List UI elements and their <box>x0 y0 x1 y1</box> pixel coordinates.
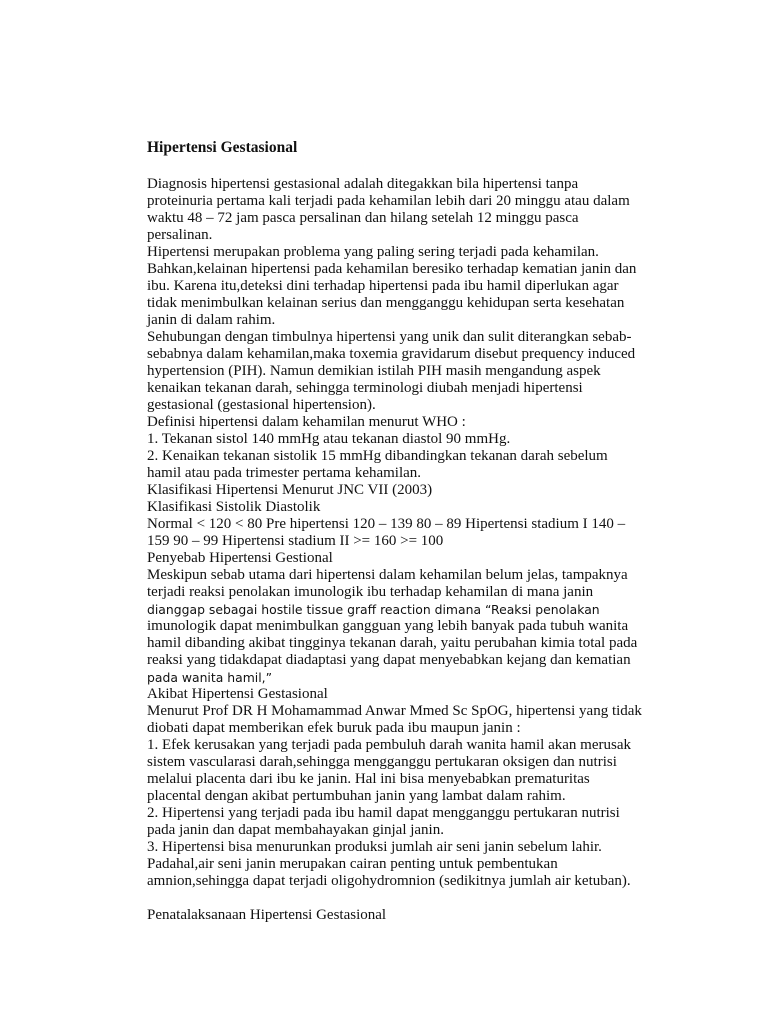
body-line: Hipertensi merupakan problema yang paling sering terjadi pada kehamilan. <box>147 244 599 260</box>
body-line: Akibat Hipertensi Gestasional <box>147 686 328 702</box>
body-line: dianggap sebagai hostile tissue graff reaction dimana “Reaksi penolakan <box>147 602 600 617</box>
document-title: Hipertensi Gestasional <box>147 139 298 156</box>
body-line: pada janin dan dapat membahayakan ginjal janin. <box>147 822 444 838</box>
body-line: hamil atau pada trimester pertama kehamilan. <box>147 465 422 481</box>
body-line: placental dengan akibat pertumbuhan janin yang lambat dalam rahim. <box>147 788 566 804</box>
body-line: terjadi reaksi penolakan imunologik ibu terhadap kehamilan di mana janin <box>147 584 594 600</box>
body-line: Diagnosis hipertensi gestasional adalah ditegakkan bila hipertensi tanpa <box>147 176 579 192</box>
body-line: persalinan. <box>147 227 213 243</box>
body-line: pada wanita hamil,” <box>147 670 273 685</box>
paragraph-gap <box>147 890 667 907</box>
document-page <box>147 138 667 924</box>
body-line: Klasifikasi Sistolik Diastolik <box>147 499 321 515</box>
body-line: 1. Efek kerusakan yang terjadi pada pembuluh darah wanita hamil akan merusak <box>147 737 631 753</box>
body-line: Padahal,air seni janin merupakan cairan penting untuk pembentukan <box>147 856 558 872</box>
body-line: proteinuria pertama kali terjadi pada kehamilan lebih dari 20 minggu atau dalam <box>147 193 630 209</box>
body-line: reaksi yang tidakdapat diadaptasi yang dapat menyebabkan kejang dan kematian <box>147 652 631 668</box>
body-line: hypertension (PIH). Namun demikian istilah PIH masih mengandung aspek <box>147 363 601 379</box>
body-line: sebabnya dalam kehamilan,maka toxemia gravidarum disebut prequency induced <box>147 346 636 362</box>
body-line: waktu 48 – 72 jam pasca persalinan dan hilang setelah 12 minggu pasca <box>147 210 579 226</box>
body-line: 1. Tekanan sistol 140 mmHg atau tekanan diastol 90 mmHg. <box>147 431 511 447</box>
body-line: hamil dibanding akibat tingginya tekanan darah, yaitu perubahan kimia total pada <box>147 635 638 651</box>
body-line: melalui placenta dari ibu ke janin. Hal ini bisa menyebabkan prematuritas <box>147 771 590 787</box>
body-line: Penyebab Hipertensi Gestional <box>147 550 333 566</box>
body-line: Meskipun sebab utama dari hipertensi dalam kehamilan belum jelas, tampaknya <box>147 567 628 583</box>
body-line: 159 90 – 99 Hipertensi stadium II >= 160 >= 100 <box>147 533 444 549</box>
body-line: Klasifikasi Hipertensi Menurut JNC VII (2003) <box>147 482 433 498</box>
closing-heading: Penatalaksanaan Hipertensi Gestasional <box>147 907 387 923</box>
body-line: imunologik dapat menimbulkan gangguan yang lebih banyak pada tubuh wanita <box>147 618 629 634</box>
body-line: amnion,sehingga dapat terjadi oligohydromnion (sedikitnya jumlah air ketuban). <box>147 873 631 889</box>
body-line: gestasional (gestasional hipertension). <box>147 397 376 413</box>
body-line: diobati dapat memberikan efek buruk pada ibu maupun janin : <box>147 720 521 736</box>
body-line: 2. Hipertensi yang terjadi pada ibu hamil dapat mengganggu pertukaran nutrisi <box>147 805 620 821</box>
body-line: Menurut Prof DR H Mohamammad Anwar Mmed Sc SpOG, hipertensi yang tidak <box>147 703 642 719</box>
body-line: janin di dalam rahim. <box>147 312 276 328</box>
body-line: ibu. Karena itu,deteksi dini terhadap hipertensi pada ibu hamil diperlukan agar <box>147 278 619 294</box>
body-line: Normal < 120 < 80 Pre hipertensi 120 – 139 80 – 89 Hipertensi stadium I 140 – <box>147 516 626 532</box>
body-line: kenaikan tekanan darah, sehingga terminologi diubah menjadi hipertensi <box>147 380 583 396</box>
body-line: 2. Kenaikan tekanan sistolik 15 mmHg dibandingkan tekanan darah sebelum <box>147 448 608 464</box>
body-line: sistem vascularasi darah,sehingga mengganggu pertukaran oksigen dan nutrisi <box>147 754 617 770</box>
body-line: Definisi hipertensi dalam kehamilan menurut WHO : <box>147 414 466 430</box>
document-body <box>147 176 667 890</box>
body-line: Sehubungan dengan timbulnya hipertensi yang unik dan sulit diterangkan sebab- <box>147 329 632 345</box>
body-line: 3. Hipertensi bisa menurunkan produksi jumlah air seni janin sebelum lahir. <box>147 839 602 855</box>
body-line: tidak menimbulkan kelainan serius dan mengganggu kehidupan serta kesehatan <box>147 295 625 311</box>
body-line: Bahkan,kelainan hipertensi pada kehamilan beresiko terhadap kematian janin dan <box>147 261 637 277</box>
